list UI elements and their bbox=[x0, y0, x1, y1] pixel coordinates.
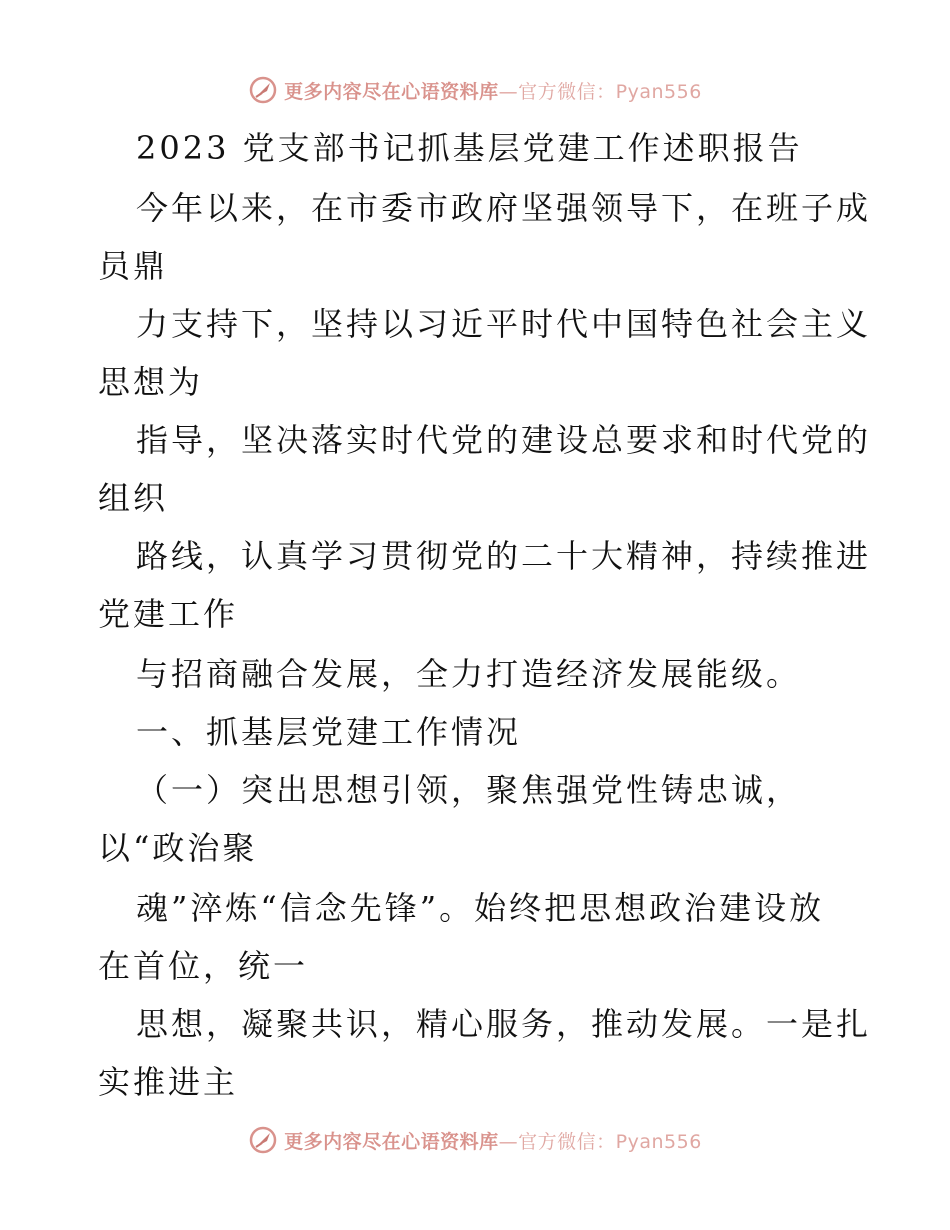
footer-watermark bbox=[0, 1120, 950, 1160]
paragraph-line: 组织 bbox=[98, 479, 169, 517]
watermark-contact: 官方微信：Pyan556 bbox=[518, 1130, 702, 1153]
paragraph-line: 实推进主 bbox=[98, 1063, 239, 1101]
paragraph-line: 员鼎 bbox=[98, 247, 169, 285]
paragraph-line: 与招商融合发展，全力打造经济发展能级。 bbox=[136, 655, 802, 693]
paragraph-line: 党建工作 bbox=[98, 595, 239, 633]
header-watermark bbox=[0, 70, 950, 110]
paragraph-line: 以“政治聚 bbox=[98, 829, 258, 867]
watermark-text bbox=[284, 77, 702, 104]
paragraph-line: 力支持下，坚持以习近平时代中国特色社会主义 bbox=[136, 305, 872, 343]
paragraph-line: 指导，坚决落实时代党的建设总要求和时代党的 bbox=[136, 421, 872, 459]
quill-logo-icon bbox=[248, 75, 278, 105]
watermark-separator: — bbox=[498, 1130, 519, 1153]
document-title: 2023 党支部书记抓基层党建工作述职报告 bbox=[136, 129, 803, 167]
paragraph-line: 思想，凝聚共识，精心服务，推动发展。一是扎 bbox=[136, 1005, 872, 1043]
quill-logo-icon bbox=[248, 1125, 278, 1155]
paragraph-line: 在首位，统一 bbox=[98, 947, 309, 985]
paragraph-line: 路线，认真学习贯彻党的二十大精神，持续推进 bbox=[136, 537, 872, 575]
paragraph-line: 思想为 bbox=[98, 363, 204, 401]
section-heading: 一、抓基层党建工作情况 bbox=[136, 713, 522, 751]
watermark-main: 更多内容尽在心语资料库 bbox=[284, 1130, 499, 1153]
watermark-main: 更多内容尽在心语资料库 bbox=[284, 80, 499, 103]
subsection-heading: （一）突出思想引领，聚焦强党性铸忠诚， bbox=[136, 771, 802, 809]
paragraph-line: 今年以来，在市委市政府坚强领导下，在班子成 bbox=[136, 189, 872, 227]
watermark-text bbox=[284, 1127, 702, 1154]
watermark-separator: — bbox=[498, 80, 519, 103]
paragraph-line: 魂”淬炼“信念先锋”。始终把思想政治建设放 bbox=[136, 889, 825, 927]
watermark-contact: 官方微信：Pyan556 bbox=[518, 80, 702, 103]
